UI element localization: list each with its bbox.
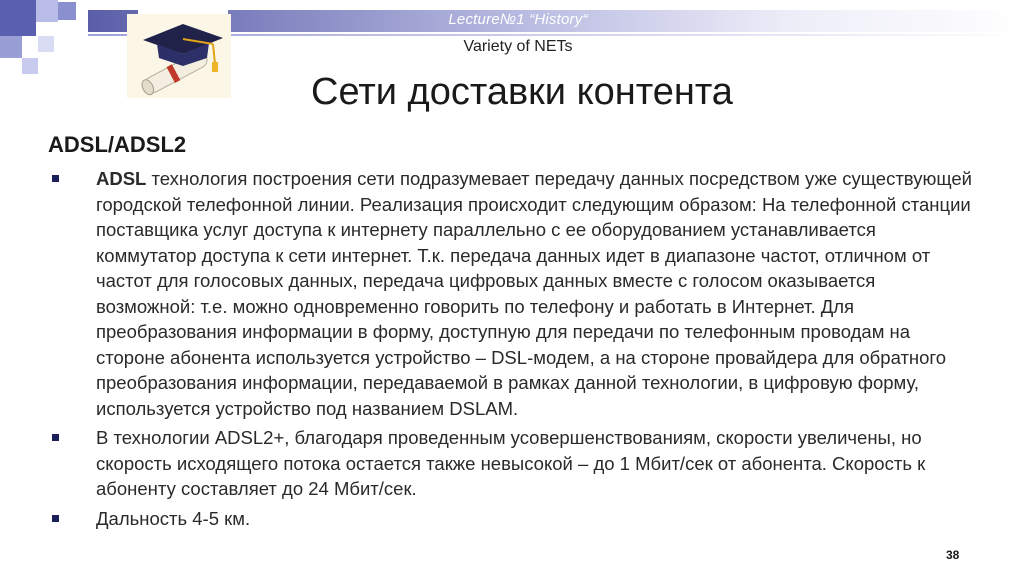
bullet-text: технология построения сети подразумевает передачу данных посредством уже существующей городской телефонной линии. Реализация происходит следующим образом: На телефонной станции поставщика услуг доступа к интернету параллельно с ее оборудованием устанавливается коммутатор доступа к сети интернет. Т.к. передача данных идет в диапазоне частот, отличном от частот для голосовых данных, передача цифровых данных вместе с голосом оказывается возможной: т.е. можно одновременно говорить по телефону и работать в Интернет. Для преобразования информации в форму, доступную для передачи по телефонным проводам на стороне абонента используется устройство – DSL-модем, а на стороне провайдера для обратного преобразования информации, передаваемой в рамках данной технологии, в цифровую форму, используется устройство под названием DSLAM. xyxy=(96,168,972,419)
square-bullet-icon xyxy=(52,175,59,182)
square-bullet-icon xyxy=(52,434,59,441)
lecture-label: Lecture№1 “History“ xyxy=(448,11,588,28)
slide-subtitle: ADSL/ADSL2 xyxy=(48,132,187,157)
square-bullet-icon xyxy=(52,515,59,522)
bullet-text: В технологии ADSL2+, благодаря проведенным усовершенствованиям, скорости увеличены, но скорость исходящего потока остается также невысокой – до 1 Мбит/сек от абонента. Скорость к абоненту составляет до 24 Мбит/сек. xyxy=(96,427,926,499)
list-item xyxy=(48,425,978,502)
page-number: 38 xyxy=(946,548,960,562)
list-item xyxy=(48,166,978,421)
bullet-list xyxy=(48,166,978,535)
bullet-text: Дальность 4-5 км. xyxy=(96,507,251,529)
list-item xyxy=(48,506,978,532)
bullet-lead: ADSL xyxy=(96,168,147,189)
topic-label: Variety of NETs xyxy=(463,38,573,55)
slide-title: Сети доставки контента xyxy=(311,71,733,113)
